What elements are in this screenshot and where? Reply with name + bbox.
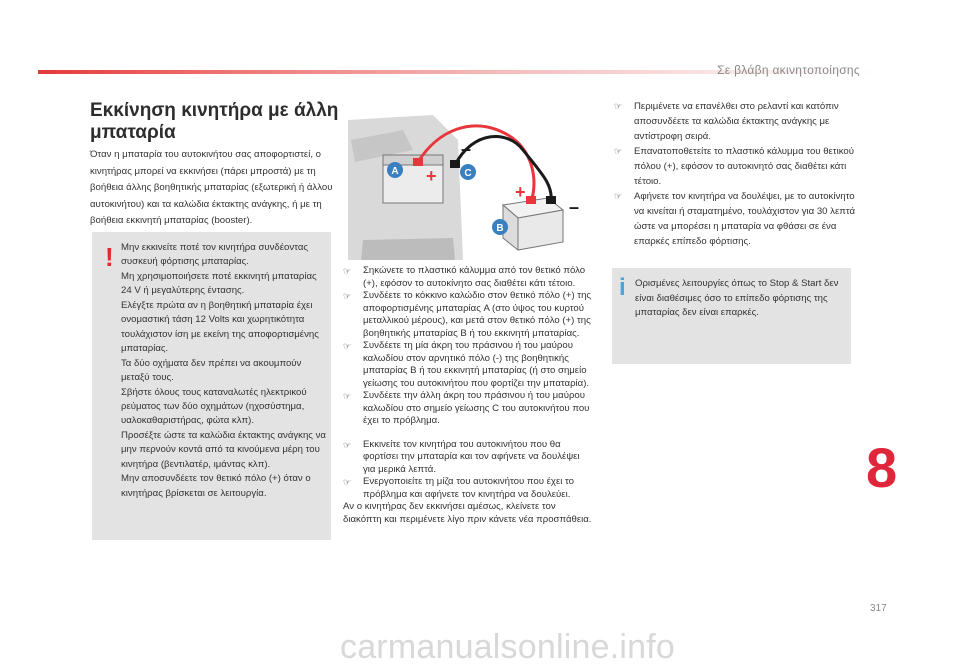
warning-paragraph: Σβήστε όλους τους καταναλωτές ηλεκτρικού ρεύματος των δύο οχημάτων (ηχοσύστημα, υαλοκαθαριστήρας, φώτα κλπ). bbox=[121, 386, 307, 427]
minus-sign-b: – bbox=[569, 197, 580, 217]
jump-start-diagram bbox=[343, 110, 583, 260]
black-clamp-b bbox=[546, 196, 556, 204]
step-text: Αφήνετε τον κινητήρα να δουλέψει, με το αυτοκίνητο να κινείται ή σταματημένο, τουλάχιστον για 30 λεπτά ώστε να μπορέσει η μπαταρία να φθάσει σε ένα επαρκές επίπεδο φόρτισης. bbox=[634, 191, 856, 247]
step-text: Συνδέετε την άλλη άκρη του πράσινου ή του μαύρου καλωδίου στο σημείο γείωσης C του αυτοκινήτου που έχει το πρόβλημα. bbox=[363, 390, 590, 426]
watermark: carmanualsonline.info bbox=[340, 628, 675, 666]
step-text: Εκκινείτε τον κινητήρα του αυτοκινήτου που θα φορτίσει την μπαταρία και τον αφήνετε να δουλέψει για μερικά λεπτά. bbox=[363, 438, 580, 475]
minus-sign-c: – bbox=[461, 139, 472, 159]
step-text: Συνδέετε τη μία άκρη του πράσινου ή του μαύρου καλωδίου στον αρνητικό πόλο (-) της βοηθητικής μπαταρίας B ή του εκκινητή μπαταρίας (ή στο σημείο γείωσης του αυτοκινήτου που φορτίζει την μπαταρία). bbox=[363, 340, 590, 389]
bullet-icon: ☞ bbox=[343, 477, 352, 487]
page-title-line2: μπαταρία bbox=[90, 122, 176, 143]
warning-paragraph: Προσέξτε ώστε τα καλώδια έκτακτης ανάγκης να μην περνούν κοντά από τα κινούμενα μέρη του κινητήρα (βεντιλατέρ, ιμάντας κλπ). bbox=[121, 429, 326, 470]
black-clamp-c bbox=[450, 160, 460, 168]
warning-paragraph: Ελέγξτε πρώτα αν η βοηθητική μπαταρία έχει ονομαστική τάση 12 Volts και χωρητικότητα τουλάχιστον ίση με εκείνη της αποφορτισμένης μπαταρίας. bbox=[121, 299, 319, 355]
warning-paragraph: Μη χρησιμοποιήσετε ποτέ εκκινητή μπαταρίας 24 V ή μεγαλύτερης έντασης. bbox=[121, 270, 317, 297]
bullet-icon: ☞ bbox=[614, 191, 623, 201]
step-text: Επανατοποθετείτε το πλαστικό κάλυμμα του θετικού πόλου (+), εφόσον το αυτοκινητό σας διαθέτει κάτι τέτοιο. bbox=[634, 146, 854, 187]
jump-start-illustration bbox=[343, 110, 583, 260]
right-steps bbox=[614, 99, 864, 249]
warning-box bbox=[92, 232, 331, 540]
warning-paragraph: Μην εκκινείτε ποτέ τον κινητήρα συνδέοντας συσκευή φόρτισης μπαταρίας. bbox=[121, 242, 308, 268]
spacer bbox=[343, 428, 593, 439]
warning-paragraph: Μην αποσυνδέετε τον θετικό πόλο (+) όταν ο κινητήρας βρίσκεται σε λειτουργία. bbox=[121, 473, 311, 499]
step-text: Συνδέετε το κόκκινο καλώδιο στον θετικό πόλο (+) της αποφορτισμένης μπαταρίας A (στο ύψος του κυρτού μεταλλικού μέρους), και μετά στον θετικό πόλο (+) της βοηθητικής μπαταρίας B ή του εκκινητή μπαταρίας. bbox=[363, 290, 592, 339]
page-number: 317 bbox=[870, 603, 887, 614]
warning-exclamation-icon: ! bbox=[105, 242, 114, 272]
label-c: C bbox=[464, 168, 472, 179]
list-item bbox=[343, 439, 593, 477]
intro-paragraph: Όταν η μπαταρία του αυτοκινήτου σας αποφορτιστεί, ο κινητήρας μπορεί να εκκινήσει (πάρει μπροστά) με τη βοήθεια άλλης βοηθητικής μπαταρίας (εξωτερική ή άλλου αυτοκινήτου) και τα καλώδια έκτακτης ανάγκης, ή με τη βοήθεια εκκινητή μπαταρίας (booster). bbox=[90, 149, 333, 227]
center-steps bbox=[343, 265, 593, 526]
list-item bbox=[614, 99, 864, 144]
retry-note: Αν ο κινητήρας δεν εκκινήσει αμέσως, κλείνετε τον διακόπτη και περιμένετε λίγο πριν κάνετε νέα προσπάθεια. bbox=[343, 501, 592, 525]
label-a: A bbox=[391, 166, 399, 177]
info-box bbox=[612, 268, 851, 364]
bullet-icon: ☞ bbox=[343, 291, 352, 301]
page-title-line1: Εκκίνηση κινητήρα με άλλη bbox=[90, 100, 339, 121]
info-text: Ορισμένες λειτουργίες όπως το Stop & Start δεν είναι διαθέσιμες όσο το επίπεδο φόρτισης της μπαταρίας δεν είναι επαρκές. bbox=[635, 278, 839, 318]
list-item bbox=[343, 265, 593, 290]
red-clamp-b bbox=[526, 196, 536, 204]
label-b: B bbox=[496, 223, 504, 234]
list-item bbox=[614, 189, 864, 249]
list-item bbox=[343, 290, 593, 340]
warning-paragraph: Τα δύο οχήματα δεν πρέπει να ακουμπούν μεταξύ τους. bbox=[121, 357, 302, 384]
bullet-icon: ☞ bbox=[614, 146, 623, 156]
list-item bbox=[343, 476, 593, 501]
list-item bbox=[343, 390, 593, 428]
plus-sign-a: + bbox=[426, 166, 437, 186]
plus-sign-b: + bbox=[515, 182, 526, 202]
bullet-icon: ☞ bbox=[614, 101, 623, 111]
engine-bay-floor bbox=[361, 238, 455, 260]
section-title: Σε βλάβη ακινητοποίησης bbox=[717, 63, 860, 77]
step-text: Σηκώνετε το πλαστικό κάλυμμα από τον θετικό πόλο (+), εφόσον το αυτοκίνητο σας διαθέτει κάτι τέτοιο. bbox=[363, 265, 586, 289]
list-item bbox=[343, 340, 593, 390]
red-clamp-a bbox=[413, 158, 423, 166]
step-text: Ενεργοποιείτε τη μίζα του αυτοκινήτου που έχει το πρόβλημα και αφήνετε τον κινητήρα να δουλεύει. bbox=[363, 476, 575, 500]
bullet-icon: ☞ bbox=[343, 391, 352, 401]
bullet-icon: ☞ bbox=[343, 266, 352, 276]
bullet-icon: ☞ bbox=[343, 439, 352, 450]
warning-text bbox=[121, 241, 327, 501]
bullet-icon: ☞ bbox=[343, 341, 352, 351]
list-item bbox=[614, 144, 864, 189]
page-title bbox=[90, 100, 340, 144]
chapter-number: 8 bbox=[866, 436, 898, 499]
info-icon: i bbox=[619, 274, 626, 301]
step-text: Περιμένετε να επανέλθει στο ρελαντί και κατόπιν αποσυνδέετε τα καλώδια έκτακτης ανάγκης με αντίστροφη σειρά. bbox=[634, 101, 839, 142]
